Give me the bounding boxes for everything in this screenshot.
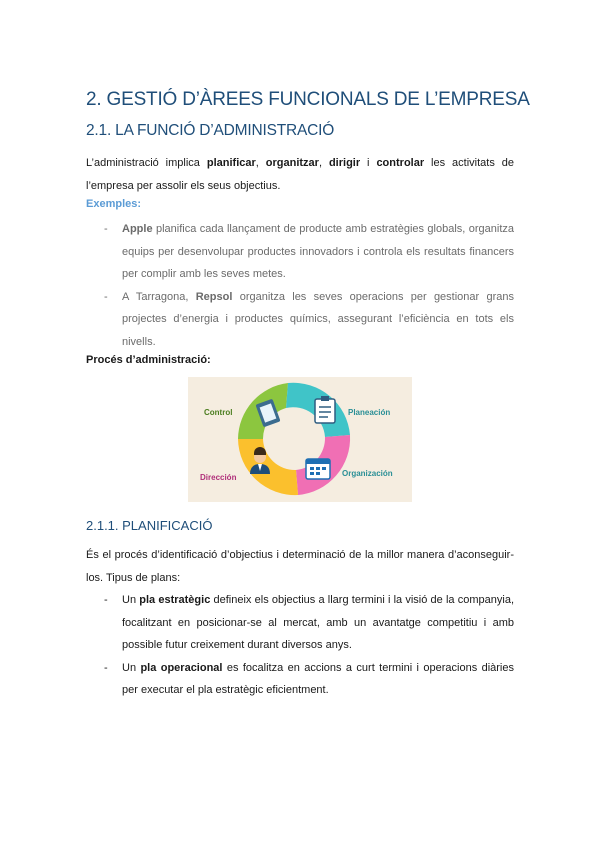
control-label: Control bbox=[204, 408, 233, 417]
examples-list bbox=[104, 218, 514, 353]
organizacion-label: Organización bbox=[342, 469, 393, 478]
intro-paragraph: L’administració implica planificar, organitzar, dirigir i controlar les activitats de l’empresa per assolir els seus objectius. bbox=[86, 157, 515, 192]
planning-intro: És el procés d’identificació d’objectius i determinació de la millor manera d’aconseguir-los. Tipus de plans: bbox=[86, 549, 514, 584]
checklist-icon bbox=[315, 396, 335, 423]
list-item: - A Tarragona, Repsol organitza les seves operacions per gestionar grans projectes d’energia i productes químics, assegurant l’eficiència en tots els nivells. bbox=[104, 290, 515, 348]
examples-label: Exemples: bbox=[86, 198, 142, 210]
direccion-label: Dirección bbox=[200, 473, 237, 482]
list-item: - Apple planifica cada llançament de producte amb estratègies globals, organitza equips per desenvolupar productes innovadors i controla els resultats financers per complir amb les seves metes. bbox=[104, 223, 514, 280]
calendar-icon bbox=[306, 459, 330, 479]
plans-list bbox=[104, 589, 514, 702]
process-label: Procés d’administració: bbox=[86, 354, 211, 366]
list-item: - Un pla estratègic defineix els objectius a llarg termini i la visió de la companyia, focalitzant en posicionar-se al mercat, amb un avantatge competitiu i amb possible futur creixement durant diversos anys. bbox=[104, 594, 514, 651]
planeacion-label: Planeación bbox=[348, 408, 391, 417]
main-heading: 2. GESTIÓ D’ÀREES FUNCIONALS DE L’EMPRESA bbox=[86, 89, 530, 110]
direccion-segment bbox=[238, 439, 298, 495]
list-item: - Un pla operacional es focalitza en accions a curt termini i operacions diàries per executar el pla estratègic eficientment. bbox=[104, 661, 514, 696]
administration-process-diagram bbox=[188, 377, 412, 502]
subsection-heading: 2.1.1. PLANIFICACIÓ bbox=[86, 518, 213, 533]
section-heading: 2.1. LA FUNCIÓ D’ADMINISTRACIÓ bbox=[86, 122, 335, 139]
